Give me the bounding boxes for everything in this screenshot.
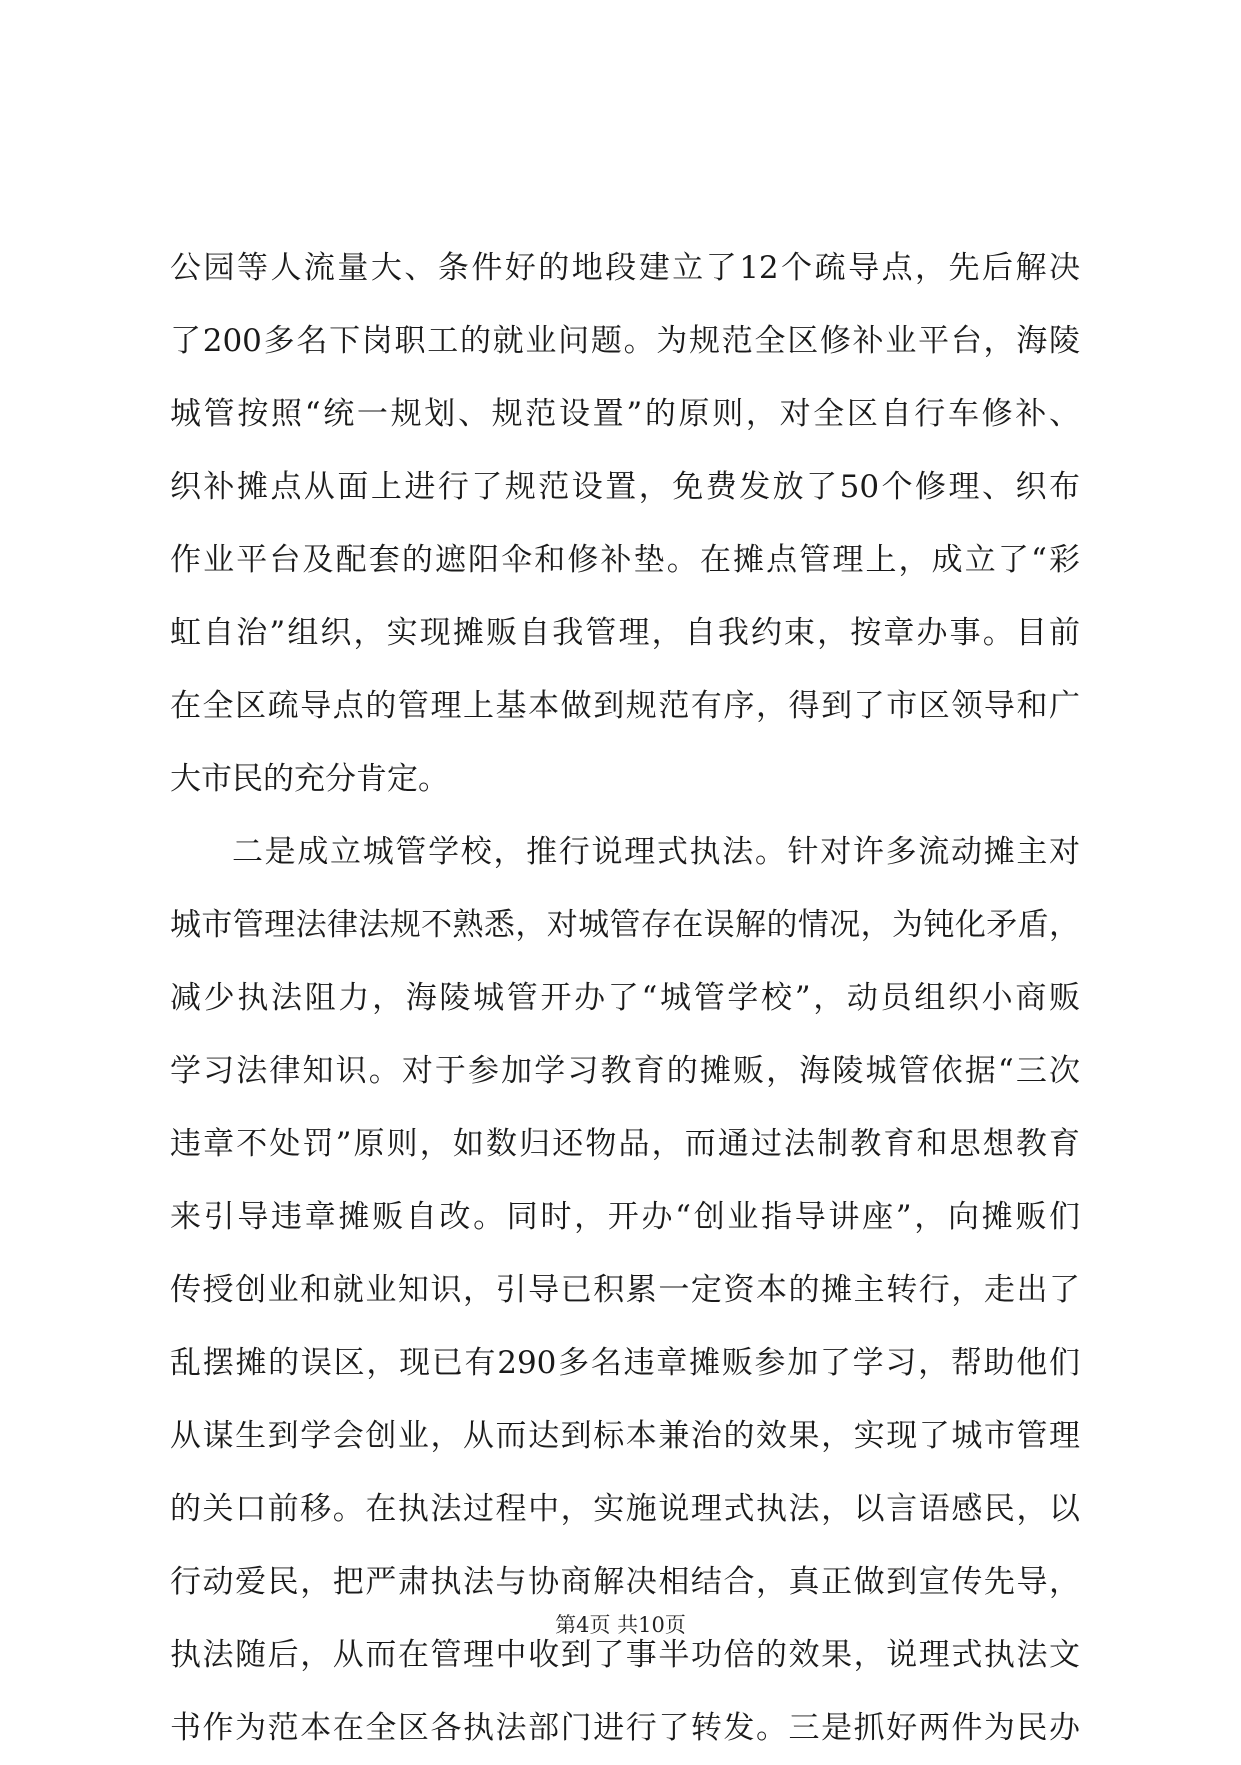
text-line: 行动爱民，把严肃执法与协商解决相结合，真正做到宣传先导， — [170, 1564, 1080, 1600]
body-text — [170, 232, 1080, 1765]
text-line: 织补摊点从面上进行了规范设置，免费发放了50个修理、织布 — [170, 469, 1080, 505]
text-line: 传授创业和就业知识，引导已积累一定资本的摊主转行，走出了 — [170, 1272, 1080, 1308]
text-line: 减少执法阻力，海陵城管开办了“城管学校”，动员组织小商贩 — [170, 980, 1080, 1016]
page-footer: 第4页 共10页 — [555, 1613, 686, 1637]
text-line: 虹自治”组织，实现摊贩自我管理，自我约束，按章办事。目前 — [170, 615, 1080, 651]
text-line: 作业平台及配套的遮阳伞和修补垫。在摊点管理上，成立了“彩 — [170, 542, 1080, 578]
text-line: 城管按照“统一规划、规范设置”的原则，对全区自行车修补、 — [170, 396, 1080, 432]
text-line: 的关口前移。在执法过程中，实施说理式执法，以言语感民，以 — [170, 1491, 1080, 1527]
text-line: 大市民的充分肯定。 — [170, 761, 449, 797]
text-line: 在全区疏导点的管理上基本做到规范有序，得到了市区领导和广 — [170, 688, 1080, 724]
text-line: 书作为范本在全区各执法部门进行了转发。三是抓好两件为民办 — [170, 1710, 1080, 1746]
text-line: 乱摆摊的误区，现已有290多名违章摊贩参加了学习，帮助他们 — [170, 1345, 1080, 1381]
text-line: 学习法律知识。对于参加学习教育的摊贩，海陵城管依据“三次 — [170, 1053, 1080, 1089]
text-line: 公园等人流量大、条件好的地段建立了12个疏导点，先后解决 — [170, 250, 1080, 286]
text-line: 执法随后，从而在管理中收到了事半功倍的效果，说理式执法文 — [170, 1637, 1080, 1673]
text-line: 了200多名下岗职工的就业问题。为规范全区修补业平台，海陵 — [170, 323, 1080, 359]
text-line: 来引导违章摊贩自改。同时，开办“创业指导讲座”，向摊贩们 — [170, 1199, 1080, 1235]
text-line: 城市管理法律法规不熟悉，对城管存在误解的情况，为钝化矛盾， — [170, 907, 1080, 943]
text-line: 违章不处罚”原则，如数归还物品，而通过法制教育和思想教育 — [170, 1126, 1080, 1162]
text-line: 二是成立城管学校，推行说理式执法。针对许多流动摊主对 — [232, 834, 1080, 870]
text-line: 从谋生到学会创业，从而达到标本兼治的效果，实现了城市管理 — [170, 1418, 1080, 1454]
